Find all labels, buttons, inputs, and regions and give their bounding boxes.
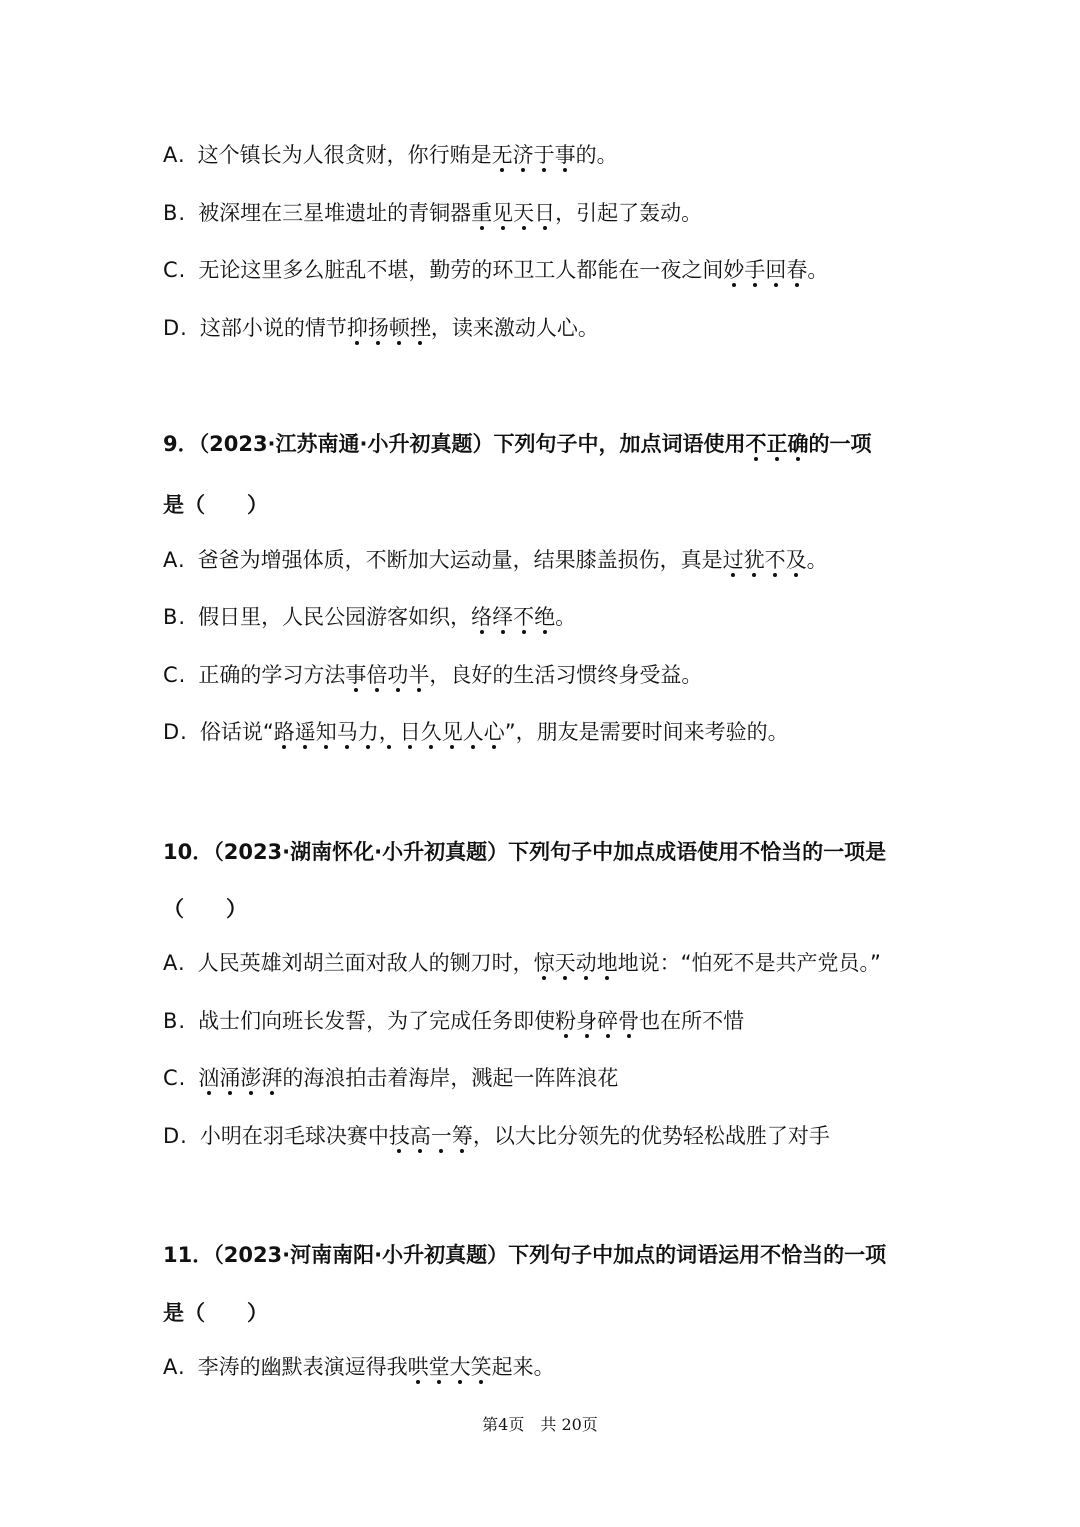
emphasis-char: 惊	[533, 951, 555, 975]
emphasis-char: 筹	[451, 1124, 473, 1148]
emphasis-char: 功	[387, 663, 409, 687]
emphasis-char: 重	[471, 201, 493, 225]
q8-option-a	[163, 140, 1023, 170]
text-segment: 。	[806, 548, 828, 572]
text-segment: 无论这里多么脏乱不堪，勤劳的环卫工人都能在一夜之间	[198, 258, 724, 282]
option-letter: B.	[163, 201, 187, 225]
emphasis-char: 回	[765, 258, 787, 282]
emphasis-char: 不	[745, 432, 767, 456]
text-segment: 李涛的幽默表演逗得我	[197, 1355, 408, 1379]
q9-option-b	[163, 602, 1023, 632]
q11-stem: 11．（2023·河南南阳·小升初真题）下列句子中加点的词语运用不恰当的一项	[163, 1243, 887, 1267]
option-letter: C.	[163, 663, 187, 687]
q10-option-b	[163, 1006, 1023, 1036]
emphasis-char: 哄	[407, 1355, 429, 1379]
emphasis-char: 湃	[261, 1066, 283, 1090]
q10-option-a	[163, 948, 1023, 978]
q10-stem-cont: （ ）	[163, 897, 247, 921]
emphasis-char: 汹	[198, 1066, 220, 1090]
option-letter: A.	[163, 1355, 186, 1379]
emphasis-char: 见	[441, 720, 463, 744]
text-segment: 也在所不惜	[639, 1009, 745, 1033]
q10-option-d	[163, 1121, 1023, 1151]
emphasis-char: 粉	[555, 1009, 577, 1033]
emphasis-char: 手	[744, 258, 766, 282]
q9-stem-cont: 是（ ）	[163, 493, 268, 517]
q8-option-b	[163, 198, 1023, 228]
emphasis-char: 人	[462, 720, 484, 744]
text-segment: ，以大比分领先的优势轻松战胜了对手	[472, 1124, 830, 1148]
emphasis-char: 遥	[294, 720, 316, 744]
emphasis-char: 高	[409, 1124, 431, 1148]
text-segment: 人民英雄刘胡兰面对敌人的铡刀时，	[197, 951, 534, 975]
emphasis-char: 天	[513, 201, 535, 225]
emphasis-char: ，	[378, 720, 400, 744]
emphasis-char: 倍	[366, 663, 388, 687]
emphasis-char: 身	[576, 1009, 598, 1033]
option-letter: A.	[163, 951, 186, 975]
emphasis-char: 动	[575, 951, 597, 975]
emphasis-char: 涌	[219, 1066, 241, 1090]
emphasis-char: 日	[534, 201, 556, 225]
emphasis-char: 技	[388, 1124, 410, 1148]
emphasis-char: 日	[399, 720, 421, 744]
emphasis-char: 不	[764, 548, 786, 572]
emphasis-char: 无	[491, 143, 513, 167]
emphasis-char: 心	[483, 720, 505, 744]
emphasis-char: 正	[766, 432, 788, 456]
page-footer: 第4页 共 20页	[482, 1415, 598, 1434]
text-segment: 。	[807, 258, 829, 282]
emphasis-char: 久	[420, 720, 442, 744]
option-letter: B.	[163, 605, 187, 629]
emphasis-char: 地	[596, 951, 618, 975]
q9-option-a	[163, 545, 1023, 575]
text-segment: 这个镇长为人很贪财，你行贿是	[197, 143, 492, 167]
q8-option-d	[163, 313, 1023, 343]
emphasis-char: 绝	[534, 605, 556, 629]
emphasis-char: 天	[554, 951, 576, 975]
emphasis-char: 碎	[597, 1009, 619, 1033]
text-segment: 俗话说“	[199, 720, 274, 744]
text-segment: 这部小说的情节	[199, 316, 347, 340]
q9-stem	[163, 429, 1023, 459]
emphasis-char: 春	[786, 258, 808, 282]
emphasis-char: 一	[430, 1124, 452, 1148]
text-segment: ，引起了轰动。	[555, 201, 703, 225]
emphasis-char: 大	[449, 1355, 471, 1379]
option-letter: A.	[163, 548, 186, 572]
emphasis-char: 绎	[492, 605, 514, 629]
option-letter: C.	[163, 258, 187, 282]
emphasis-char: 马	[336, 720, 358, 744]
q9-option-d	[163, 717, 1023, 747]
text-segment: 假日里，人民公园游客如织，	[198, 605, 472, 629]
text-segment: 起来。	[491, 1355, 555, 1379]
q11-option-a	[163, 1352, 1023, 1382]
option-letter: D.	[163, 720, 188, 744]
emphasis-char: 确	[787, 432, 809, 456]
emphasis-char: 事	[345, 663, 367, 687]
emphasis-char: 路	[273, 720, 295, 744]
q8-option-c	[163, 255, 1023, 285]
text-segment: 地说：“怕死不是共产党员。”	[617, 951, 881, 975]
q9-option-c	[163, 660, 1023, 690]
emphasis-char: 妙	[723, 258, 745, 282]
emphasis-char: 力	[357, 720, 379, 744]
option-letter: D.	[163, 316, 188, 340]
text-segment: 正确的学习方法	[198, 663, 346, 687]
text-segment: ”，朋友是需要时间来考验的。	[504, 720, 789, 744]
option-letter: D.	[163, 1124, 188, 1148]
emphasis-char: 半	[408, 663, 430, 687]
emphasis-char: 事	[554, 143, 576, 167]
emphasis-char: 于	[533, 143, 555, 167]
emphasis-char: 犹	[743, 548, 765, 572]
option-letter: A.	[163, 143, 186, 167]
option-letter: C.	[163, 1066, 187, 1090]
emphasis-char: 络	[471, 605, 493, 629]
text-segment: 9．（2023·江苏南通·小升初真题）下列句子中，加点词语使用	[163, 432, 746, 456]
text-segment: 小明在羽毛球决赛中	[199, 1124, 389, 1148]
emphasis-char: 骨	[618, 1009, 640, 1033]
emphasis-char: 扬	[367, 316, 389, 340]
text-segment: 的。	[575, 143, 618, 167]
text-segment: 的海浪拍击着海岸，溅起一阵阵浪花	[282, 1066, 619, 1090]
text-segment: 被深埋在三星堆遗址的青铜器	[198, 201, 472, 225]
q10-stem: 10．（2023·湖南怀化·小升初真题）下列句子中加点成语使用不恰当的一项是	[163, 840, 887, 864]
emphasis-char: 笑	[470, 1355, 492, 1379]
text-segment: 。	[555, 605, 577, 629]
emphasis-char: 及	[785, 548, 807, 572]
option-letter: B.	[163, 1009, 187, 1033]
emphasis-char: 堂	[428, 1355, 450, 1379]
emphasis-char: 济	[512, 143, 534, 167]
text-segment: 爸爸为增强体质，不断加大运动量，结果膝盖损伤，真是	[197, 548, 723, 572]
emphasis-char: 顿	[388, 316, 410, 340]
q11-stem-cont: 是（ ）	[163, 1301, 268, 1325]
text-segment: ，良好的生活习惯终身受益。	[429, 663, 703, 687]
emphasis-char: 抑	[346, 316, 368, 340]
emphasis-char: 知	[315, 720, 337, 744]
text-segment: ，读来激动人心。	[430, 316, 599, 340]
q10-option-c	[163, 1063, 1023, 1093]
emphasis-char: 挫	[409, 316, 431, 340]
emphasis-char: 见	[492, 201, 514, 225]
text-segment: 战士们向班长发誓，为了完成任务即使	[198, 1009, 556, 1033]
emphasis-char: 过	[722, 548, 744, 572]
emphasis-char: 澎	[240, 1066, 262, 1090]
emphasis-char: 不	[513, 605, 535, 629]
text-segment: 的一项	[808, 432, 872, 456]
